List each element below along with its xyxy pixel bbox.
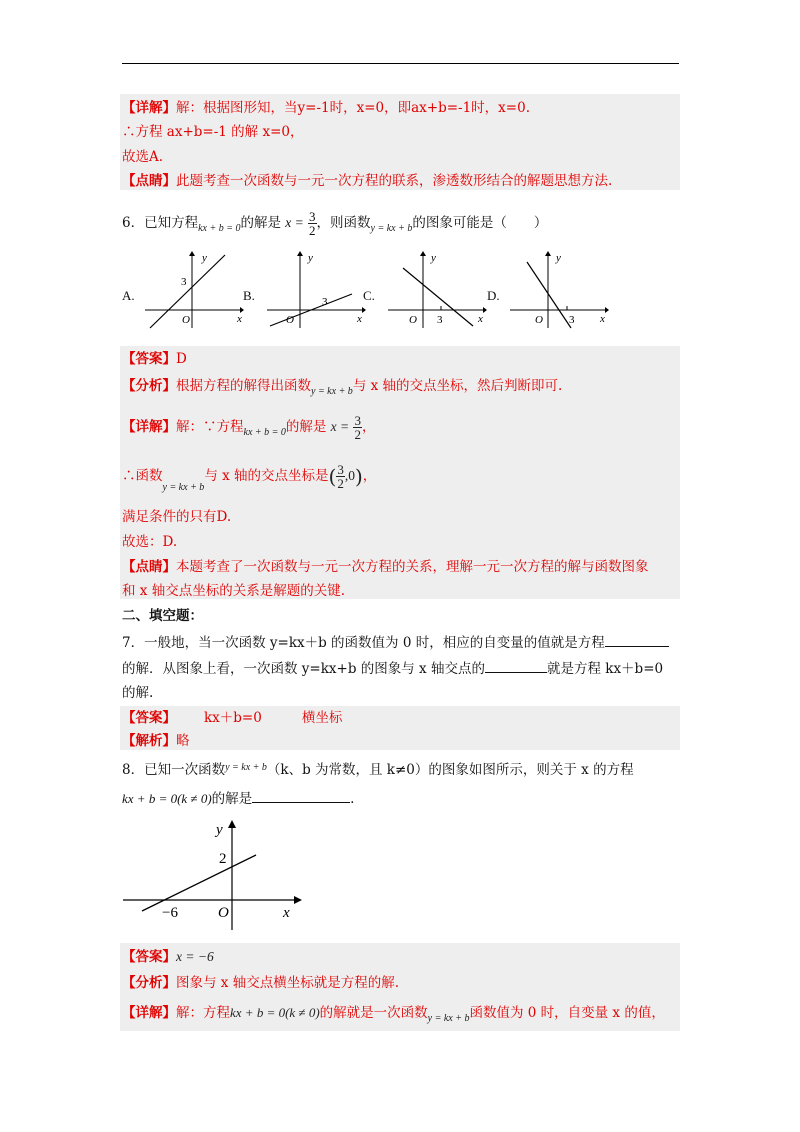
q6-mid1: 的解是 — [240, 215, 281, 231]
q8-x-label: x — [283, 905, 290, 921]
q8-end: . — [350, 791, 355, 807]
option-d-label: D. — [487, 288, 500, 303]
answer-value-1: kx＋b=0 — [204, 710, 262, 726]
option-d-x-label: x — [600, 313, 605, 325]
option-a-x-label: x — [237, 313, 242, 325]
q8-x-tick: −6 — [162, 905, 178, 921]
detail-pre: 解：∵方程 — [176, 419, 244, 435]
option-b-tick: 3 — [322, 296, 328, 308]
question-6 — [122, 210, 547, 239]
option-c-graph — [383, 250, 488, 330]
option-c-label: C. — [363, 288, 375, 303]
left-paren: ( — [328, 464, 337, 489]
q7-text-2b: 就是方程 kx＋b=0 — [546, 661, 664, 677]
analysis-line-q8 — [122, 973, 399, 993]
q8-y-label: y — [216, 822, 223, 838]
answer-value: x = −6 — [176, 949, 214, 964]
analysis-pre: 根据方程的解得出函数 — [176, 378, 311, 394]
option-d-tick: 3 — [569, 314, 575, 326]
intersection-end: ， — [362, 468, 377, 484]
q8-prefix: 8．已知一次函数 — [122, 762, 226, 778]
q7-text-1: 7．一般地，当一次函数 y=kx＋b 的函数值为 0 时，相应的自变量的值就是方程 — [122, 635, 605, 651]
option-b-label: B. — [243, 288, 255, 303]
detail-mid: 的解是 — [285, 419, 327, 435]
option-a-tick: 3 — [181, 276, 187, 288]
detail-equation: kx + b = 0(k ≠ 0) — [230, 1005, 320, 1020]
q7-blank-1[interactable] — [605, 632, 669, 647]
detail-pre: 解：方程 — [176, 1005, 230, 1021]
q6-num: 3 — [309, 209, 316, 224]
detail-num: 3 — [354, 413, 361, 428]
analysis-text: 略 — [176, 733, 190, 749]
comment-line-q6-2: 和 x 轴交点坐标的关系是解题的关键. — [122, 583, 345, 599]
comment-line — [122, 171, 612, 191]
comment-text: 此题考查一次函数与一元一次方程的联系，渗透数形结合的解题思想方法. — [176, 173, 613, 189]
q8-origin: O — [218, 905, 229, 921]
option-d-graph — [505, 250, 610, 330]
choice-line: 故选A. — [122, 149, 164, 165]
result-line-q6: 满足条件的只有D. — [122, 509, 232, 525]
option-b-x-label: x — [357, 313, 362, 325]
q6-den: 2 — [309, 223, 316, 238]
question-8-line1 — [122, 758, 634, 780]
q7-text-2a: 的解．从图象上看，一次函数 y=kx+b 的图象与 x 轴交点的 — [122, 661, 485, 677]
point-fraction — [336, 463, 345, 490]
detail-end: ， — [361, 419, 376, 435]
detail-line-q8 — [122, 1003, 665, 1029]
q8-mid: （k、b 为常数，且 k≠0）的图象如图所示，则关于 x 的方程 — [266, 762, 634, 778]
choice-line-q6: 故选：D. — [122, 534, 178, 550]
q6-prefix: 6．已知方程 — [122, 215, 199, 231]
answer-value: D — [176, 351, 187, 367]
detail-tag: 【详解】 — [122, 100, 176, 116]
detail-fraction — [353, 414, 362, 441]
option-b-origin: O — [286, 314, 294, 326]
q6-mid2: ，则函数 — [316, 215, 371, 231]
intersection-mid: 与 x 轴的交点坐标是 — [204, 468, 329, 484]
q8-equation: kx + b = 0(k ≠ 0) — [122, 791, 212, 806]
option-a-graph — [140, 250, 245, 330]
detail-post: 函数值为 0 时，自变量 x 的值， — [469, 1005, 665, 1021]
option-a-origin: O — [182, 314, 190, 326]
detail-mid: 的解就是一次函数 — [319, 1005, 428, 1021]
q6-x-eq: x = — [285, 215, 304, 230]
comment-line-q6 — [122, 557, 649, 577]
point-den: 2 — [337, 476, 344, 491]
analysis-text: 图象与 x 轴交点横坐标就是方程的解. — [176, 975, 399, 991]
q6-fraction — [308, 210, 317, 237]
analysis-line-q6 — [122, 376, 562, 402]
answer-line-q8 — [122, 947, 214, 967]
detail-text: 解：根据图形知，当y=-1时，x=0，即ax+b=-1时，x=0. — [176, 100, 530, 116]
option-b-y-label: y — [308, 252, 313, 264]
q8-tail: 的解是 — [211, 791, 253, 807]
detail-tag: 【详解】 — [122, 419, 176, 435]
option-c-origin: O — [409, 314, 417, 326]
answer-value-2: 横坐标 — [301, 710, 343, 726]
q8-blank[interactable] — [252, 788, 350, 803]
detail-den: 2 — [354, 427, 361, 442]
conclusion-line: ∴方程 ax+b=-1 的解 x=0， — [122, 124, 304, 140]
question-7-line3: 的解. — [122, 685, 154, 701]
q8-function: y = kx + b — [225, 762, 267, 773]
answer-tag: 【答案】 — [122, 949, 176, 965]
intersection-line-q6 — [122, 463, 376, 498]
detail-function: y = kx + b — [427, 1013, 470, 1024]
point-tail: ,0 — [344, 468, 355, 483]
detail-line — [122, 98, 530, 118]
q8-graph — [118, 818, 303, 933]
comment-tag: 【点睛】 — [122, 173, 176, 189]
question-7-line2 — [122, 658, 663, 679]
analysis-function: y = kx + b — [311, 386, 353, 397]
answer-tag: 【答案】 — [122, 710, 176, 726]
comment-tag: 【点睛】 — [122, 559, 176, 575]
detail-x-eq: x = — [330, 419, 350, 434]
answer-line-q7 — [122, 708, 342, 728]
detail-tag: 【详解】 — [122, 1005, 176, 1021]
q8-y-tick: 2 — [219, 851, 227, 867]
intersection-function: y = kx + b — [162, 482, 205, 493]
option-c-tick: 3 — [437, 314, 443, 326]
intersection-pre: ∴函数 — [122, 468, 163, 484]
q6-equation: kx + b = 0 — [198, 223, 241, 234]
question-7-line1 — [122, 632, 669, 653]
option-a-y-label: y — [202, 252, 207, 264]
answer-line-q6 — [122, 349, 187, 369]
question-8-line2 — [122, 788, 354, 809]
analysis-post: 与 x 轴的交点坐标，然后判断即可. — [352, 378, 563, 394]
analysis-line-q7 — [122, 731, 190, 751]
option-d-y-label: y — [556, 252, 561, 264]
section-title: 二、填空题： — [122, 608, 203, 624]
right-paren: ) — [354, 464, 363, 489]
header-rule — [122, 63, 679, 64]
q6-function: y = kx + b — [370, 223, 413, 234]
option-a-label: A. — [122, 288, 135, 303]
q7-blank-2[interactable] — [485, 658, 547, 673]
detail-equation: kx + b = 0 — [243, 427, 286, 438]
option-b-graph — [262, 250, 367, 330]
comment-text-1: 本题考查了一次函数与一元一次方程的关系，理解一元一次方程的解与函数图象 — [176, 559, 649, 575]
analysis-tag: 【解析】 — [122, 733, 176, 749]
option-d-origin: O — [535, 314, 543, 326]
analysis-tag: 【分析】 — [122, 975, 176, 991]
analysis-tag: 【分析】 — [122, 378, 176, 394]
option-c-x-label: x — [478, 313, 483, 325]
detail-line-q6 — [122, 414, 375, 443]
option-c-y-label: y — [431, 252, 436, 264]
point-num: 3 — [337, 462, 344, 477]
answer-tag: 【答案】 — [122, 351, 176, 367]
q6-suffix: 的图象可能是（ ） — [412, 215, 548, 231]
